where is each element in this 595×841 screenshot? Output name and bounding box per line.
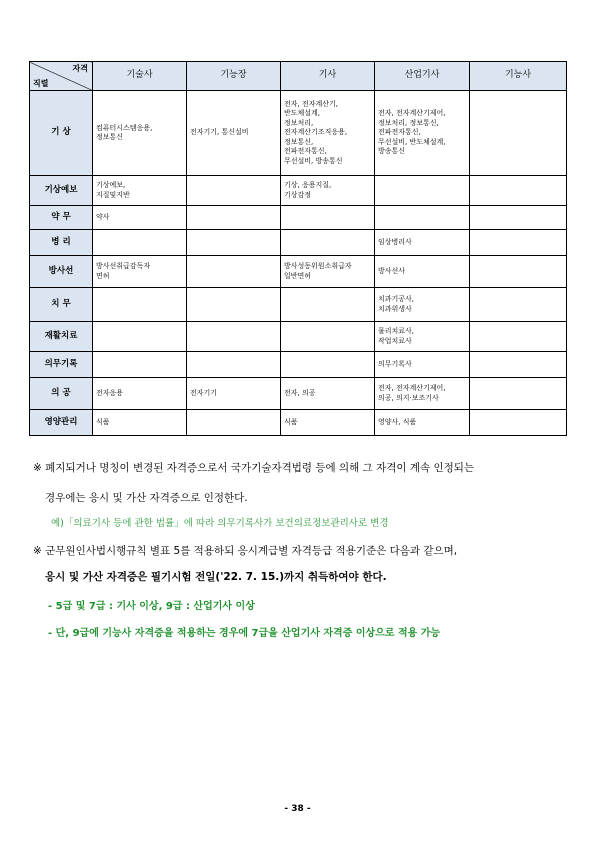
row-header: 병 리: [30, 230, 93, 256]
table-cell: [187, 322, 281, 352]
table-cell: [93, 288, 187, 322]
table-cell: [187, 230, 281, 256]
table-cell: [470, 352, 567, 378]
corner-bottom-label: 직렬: [33, 78, 49, 88]
table-row: [30, 256, 567, 288]
note-1-line-2: 경우에는 응시 및 가산 자격증으로 인정한다.: [45, 492, 248, 504]
table-cell: [470, 322, 567, 352]
note-1-example: 예)「의료기사 등에 관한 법률」에 따라 의무기록사가 보건의료정보관리사로 변경: [51, 518, 389, 529]
row-header: 방사선: [30, 256, 93, 288]
table-cell: 전자, 전자계산기제어, 의공, 의지·보조기사: [375, 378, 470, 410]
row-header: 기상예보: [30, 176, 93, 206]
table-cell: 방사선취급감독자 면허: [93, 256, 187, 288]
table-row: [30, 378, 567, 410]
column-header: 산업기사: [375, 62, 470, 91]
column-header: 기능장: [187, 62, 281, 91]
table-cell: [187, 176, 281, 206]
table-cell: 전자, 전자계산기제어, 정보처리, 정보통신, 전파전자통신, 무선설비, 반도체설계, 방송통신: [375, 91, 470, 176]
table-cell: 방사선사: [375, 256, 470, 288]
row-header: 약 무: [30, 206, 93, 230]
table-cell: 의무기록사: [375, 352, 470, 378]
table-row: [30, 288, 567, 322]
note-1-line-1: ※ 폐지되거나 명칭이 변경된 자격증으로서 국가기술자격법령 등에 의해 그 자격이 계속 인정되는: [33, 462, 475, 474]
table-cell: [93, 352, 187, 378]
column-header: 기사: [281, 62, 375, 91]
table-cell: 식품: [93, 410, 187, 436]
table-cell: 약사: [93, 206, 187, 230]
page-number: - 38 -: [284, 804, 311, 814]
column-header: 기술사: [93, 62, 187, 91]
row-header: 의 공: [30, 378, 93, 410]
corner-top-label: 자격: [72, 64, 88, 73]
table-cell: [187, 352, 281, 378]
table-cell: [187, 256, 281, 288]
table-cell: 전자응용: [93, 378, 187, 410]
table-cell: 전자기기: [187, 378, 281, 410]
table-cell: [470, 176, 567, 206]
table-cell: [187, 410, 281, 436]
table-cell: 물리치료사, 작업치료사: [375, 322, 470, 352]
qualification-table: [29, 61, 567, 436]
table-row: [30, 206, 567, 230]
table-cell: [470, 206, 567, 230]
table-cell: [470, 378, 567, 410]
table-cell: 전자, 전자계산기, 반도체설계, 정보처리, 전자계산기조직응용, 정보통신, 전파전자통신, 무선설비, 방송통신: [281, 91, 375, 176]
table-cell: [470, 230, 567, 256]
table-cell: [281, 230, 375, 256]
column-header: 기능사: [470, 62, 567, 91]
table-cell: [281, 206, 375, 230]
note-2-line-1: ※ 군무원인사법시행규칙 별표 5를 적용하되 응시계급별 자격등급 적용기준은 다음과 같으며,: [33, 545, 458, 557]
table-cell: 전자기기, 통신설비: [187, 91, 281, 176]
bullet-grade-exception: - 단, 9급에 기능사 자격증을 적용하는 경우에 7급을 산업기사 자격증 이상으로 적용 가능: [48, 628, 441, 639]
row-header: 영양관리: [30, 410, 93, 436]
table-cell: [93, 230, 187, 256]
row-header: 치 무: [30, 288, 93, 322]
bullet-grade-requirement: - 5급 및 7급 : 기사 이상, 9급 : 산업기사 이상: [48, 601, 255, 612]
table-cell: [470, 256, 567, 288]
table-row: [30, 230, 567, 256]
table-row: [30, 176, 567, 206]
table-cell: [375, 176, 470, 206]
table-cell: 식품: [281, 410, 375, 436]
table-cell: 방사성동위원소취급자 일반면허: [281, 256, 375, 288]
table-cell: [470, 91, 567, 176]
table-cell: [470, 288, 567, 322]
table-cell: 기상예보, 지질및지반: [93, 176, 187, 206]
table-header-row: [30, 62, 567, 91]
table-cell: [375, 206, 470, 230]
table-cell: [187, 288, 281, 322]
table-cell: [187, 206, 281, 230]
table-cell: 임상병리사: [375, 230, 470, 256]
table-row: [30, 322, 567, 352]
note-2-line-2: 응시 및 가산 자격증은 필기시험 전일('22. 7. 15.)까지 취득하여야 한다.: [45, 571, 387, 583]
table-cell: 치과기공사, 치과위생사: [375, 288, 470, 322]
table-row: [30, 91, 567, 176]
row-header: 의무기록: [30, 352, 93, 378]
table-cell: 기상, 응용지질, 기상감정: [281, 176, 375, 206]
table-cell: [93, 322, 187, 352]
table-cell: 컴퓨터시스템응용, 정보통신: [93, 91, 187, 176]
table-cell: 영양사, 식품: [375, 410, 470, 436]
table-cell: 전자, 의공: [281, 378, 375, 410]
table-cell: [281, 288, 375, 322]
table-cell: [281, 352, 375, 378]
table-cell: [470, 410, 567, 436]
table-row: [30, 352, 567, 378]
row-header: 기 상: [30, 91, 93, 176]
row-header: 재활치료: [30, 322, 93, 352]
table-cell: [281, 322, 375, 352]
table-corner-header: [30, 62, 93, 91]
table-row: [30, 410, 567, 436]
